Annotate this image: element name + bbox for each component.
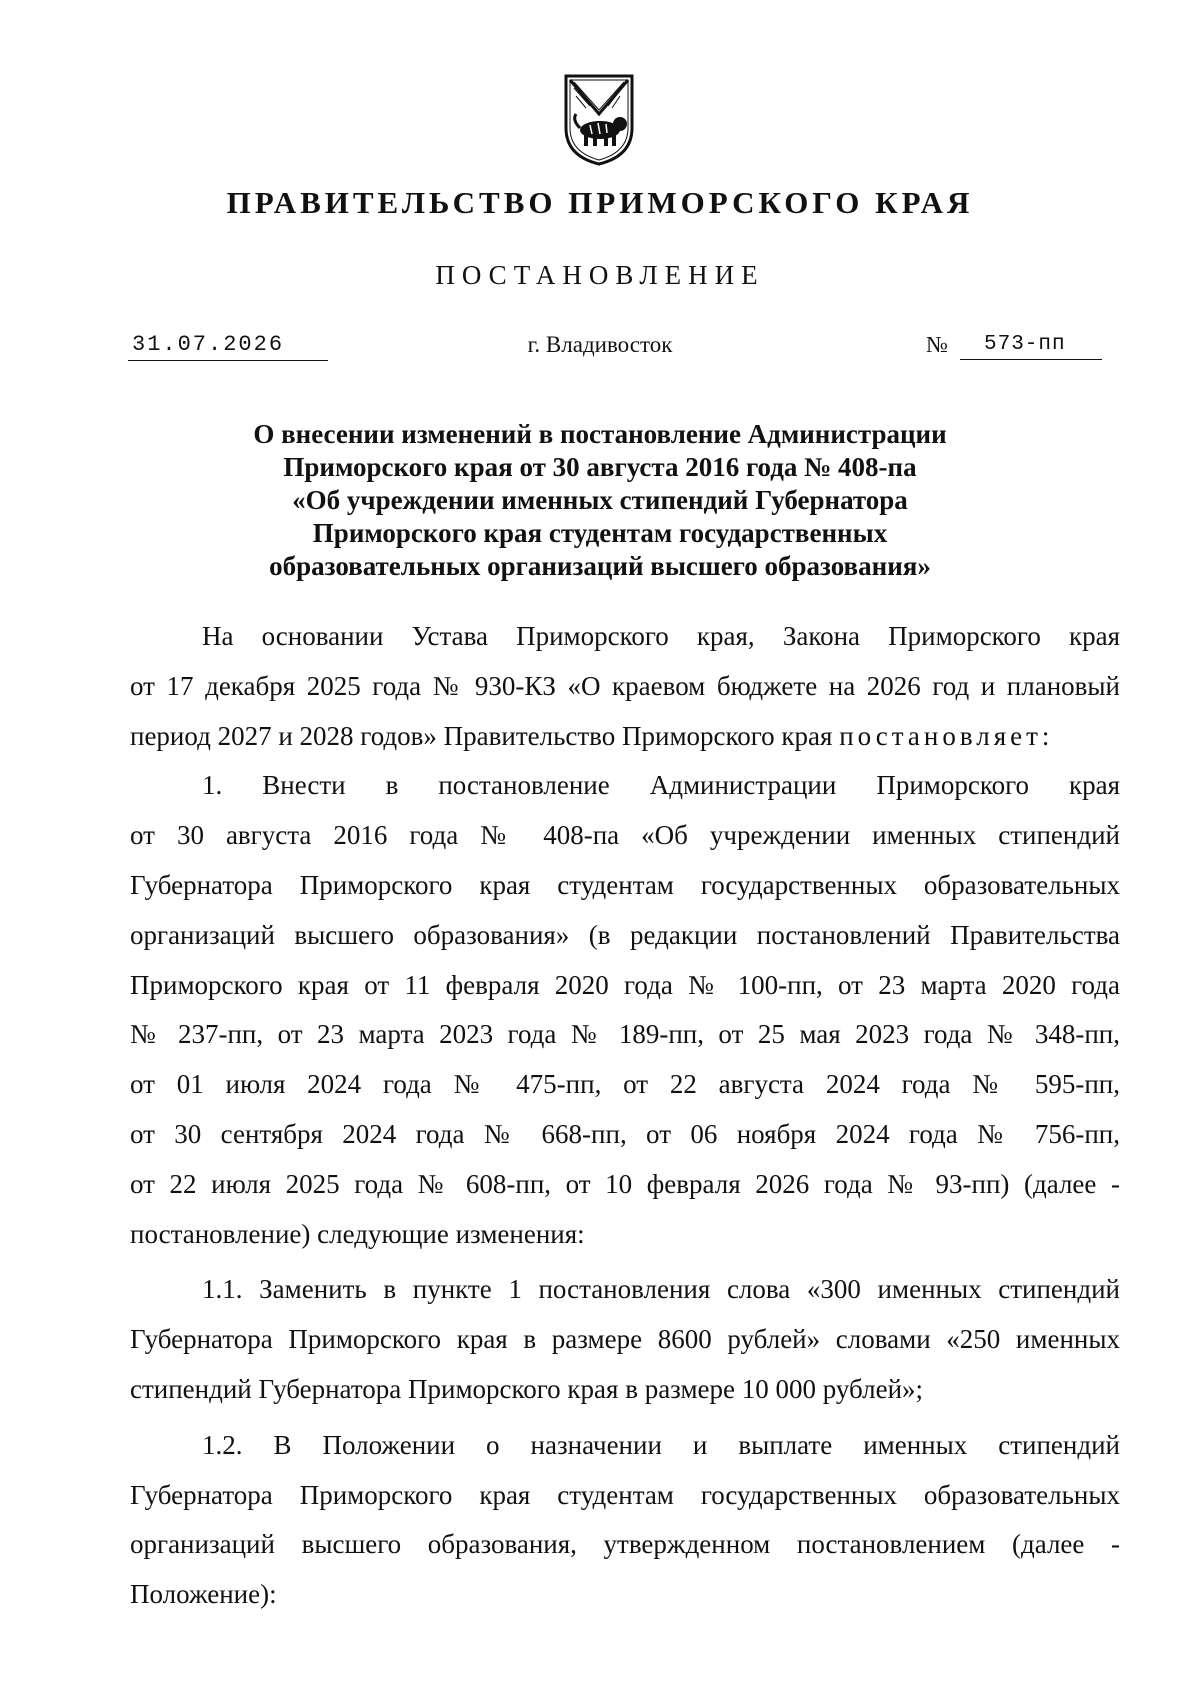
text-line: Приморского края от 11 февраля 2020 года № 100-пп, от 23 марта 2020 года [130,969,1120,1000]
text-line: Губернатора Приморского края студентам государственных образовательных [130,1479,1120,1510]
heading-line: образовательных организаций высшего образования» [269,551,931,581]
text-line: организаций высшего образования» (в редакции постановлений Правительства [130,919,1120,950]
text-line: 1. Внести в постановление Администрации Приморского края [202,770,1120,801]
heading-line: О внесении изменений в постановление Администрации [253,419,947,449]
heading-line: Приморского края студентам государственных [312,518,888,548]
government-title: ПРАВИТЕЛЬСТВО ПРИМОРСКОГО КРАЯ [226,185,974,220]
document-body [130,612,1120,1620]
paragraph-1 [130,761,1120,1259]
document-number: 573-пп [960,330,1102,360]
document-city: г. Владивосток [527,332,673,357]
document-type: ПОСТАНОВЛЕНИЕ [435,260,765,290]
text-line: от 17 декабря 2025 года № 930-КЗ «О краевом бюджете на 2026 год и плановый [130,670,1120,701]
text-line: 1.2. В Положении о назначении и выплате именных стипендий [202,1429,1120,1460]
text-line: На основании Устава Приморского края, Закона Приморского края [202,621,1120,651]
heading-line: Приморского края от 30 августа 2016 года № 408-па [283,452,917,482]
number-label: № [926,332,948,357]
coat-of-arms-emblem [560,70,638,168]
text-line: организаций высшего образования, утвержденном постановлением (далее - [130,1529,1120,1560]
paragraph-1-2 [130,1421,1120,1620]
paragraph-1-1 [130,1265,1120,1414]
text-line: Губернатора Приморского края студентам государственных образовательных [130,869,1120,900]
text-line: постановление) следующие изменения: [130,1218,585,1249]
text-line: от 22 июля 2025 года № 608-пп, от 10 февраля 2026 года № 93-пп) (далее - [130,1168,1120,1199]
text-line: Губернатора Приморского края в размере 8600 рублей» словами «250 именных [130,1324,1120,1355]
text-line: № 237-пп, от 23 марта 2023 года № 189-пп, от 25 мая 2023 года № 348-пп, [130,1019,1120,1050]
document-date: 31.07.2026 [128,330,328,361]
resolve-word: постановляет: [839,720,1054,751]
text-fragment: период 2027 и 2028 годов» Правительство Приморского края [130,720,833,751]
document-heading [150,418,1050,583]
text-line: Положение): [130,1579,277,1610]
text-line: стипендий Губернатора Приморского края в размере 10 000 рублей»; [130,1373,924,1404]
document-meta [0,330,1200,370]
paragraph-basis [130,612,1120,761]
text-line: от 01 июля 2024 года № 475-пп, от 22 августа 2024 года № 595-пп, [130,1069,1120,1100]
text-line: 1.1. Заменить в пункте 1 постановления слова «300 именных стипендий [202,1274,1120,1305]
text-line: от 30 августа 2016 года № 408-па «Об учреждении именных стипендий [130,820,1120,851]
text-line [130,712,1120,762]
heading-line: «Об учреждении именных стипендий Губернатора [292,485,908,515]
text-line: от 30 сентября 2024 года № 668-пп, от 06 ноября 2024 года № 756-пп, [130,1118,1120,1149]
